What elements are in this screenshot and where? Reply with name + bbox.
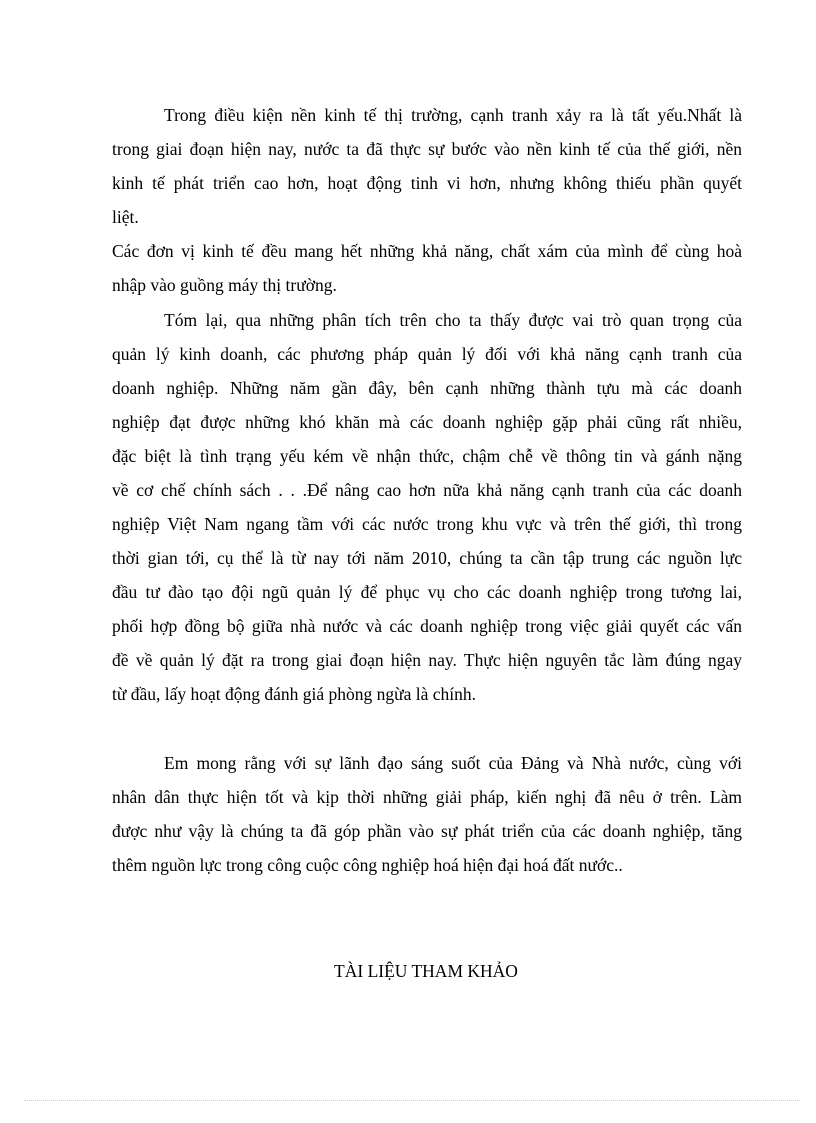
paragraph-line: nhân dân thực hiện tốt và kịp thời những giải pháp, kiến nghị đã nêu ở trên. Làm [112,787,742,807]
paragraph-line: thêm nguồn lực trong công cuộc công nghiệp hoá hiện đại hoá đất nước.. [112,855,623,875]
paragraph-line: doanh nghiệp. Những năm gần đây, bên cạnh những thành tựu mà các doanh [112,378,742,398]
footer-divider [24,1100,800,1101]
paragraph-line: thời gian tới, cụ thể là từ nay tới năm 2010, chúng ta cần tập trung các nguồn lực [112,548,742,568]
paragraph-line: đầu tư đào tạo đội ngũ quản lý để phục vụ cho các doanh nghiệp trong tương lai, [112,582,742,602]
paragraph-line: Trong điều kiện nền kinh tế thị trường, cạnh tranh xảy ra là tất yếu.Nhất là [164,105,742,125]
paragraph-line: nghiệp đạt được những khó khăn mà các doanh nghiệp gặp phải cũng rất nhiều, [112,412,742,432]
paragraph-line: nghiệp Việt Nam ngang tầm với các nước trong khu vực và trên thế giới, thì trong [112,514,742,534]
paragraph-line: nhập vào guồng máy thị trường. [112,275,337,295]
paragraph-line: Tóm lại, qua những phân tích trên cho ta thấy được vai trò quan trọng của [164,310,742,330]
paragraph-line: về cơ chế chính sách . . .Để nâng cao hơn nữa khả năng cạnh tranh của các doanh [112,480,742,500]
paragraph-line: Em mong rằng với sự lãnh đạo sáng suốt của Đảng và Nhà nước, cùng với [164,753,742,773]
paragraph-line: Các đơn vị kinh tế đều mang hết những khả năng, chất xám của mình để cùng hoà [112,241,742,261]
paragraph-line: liệt. [112,207,139,227]
paragraph-line: từ đầu, lấy hoạt động đánh giá phòng ngừa là chính. [112,684,477,704]
paragraph-line: đề về quản lý đặt ra trong giai đoạn hiện nay. Thực hiện nguyên tắc làm đúng ngay [112,650,742,670]
paragraph-line: kinh tế phát triển cao hơn, hoạt động tinh vi hơn, nhưng không thiếu phần quyết [112,173,742,193]
paragraph-line: phối hợp đồng bộ giữa nhà nước và các doanh nghiệp trong việc giải quyết các vấn [112,616,742,636]
paragraph-line: trong giai đoạn hiện nay, nước ta đã thực sự bước vào nền kinh tế của thế giới, nền [112,139,742,159]
references-heading: TÀI LIỆU THAM KHẢO [334,961,518,981]
paragraph-line: đặc biệt là tình trạng yếu kém về nhận thức, chậm chễ về thông tin và gánh nặng [112,446,742,466]
paragraph-line: được như vậy là chúng ta đã góp phần vào sự phát triển của các doanh nghiệp, tăng [112,821,742,841]
paragraph-line: quản lý kinh doanh, các phương pháp quản lý đối với khả năng cạnh tranh của [112,344,742,364]
